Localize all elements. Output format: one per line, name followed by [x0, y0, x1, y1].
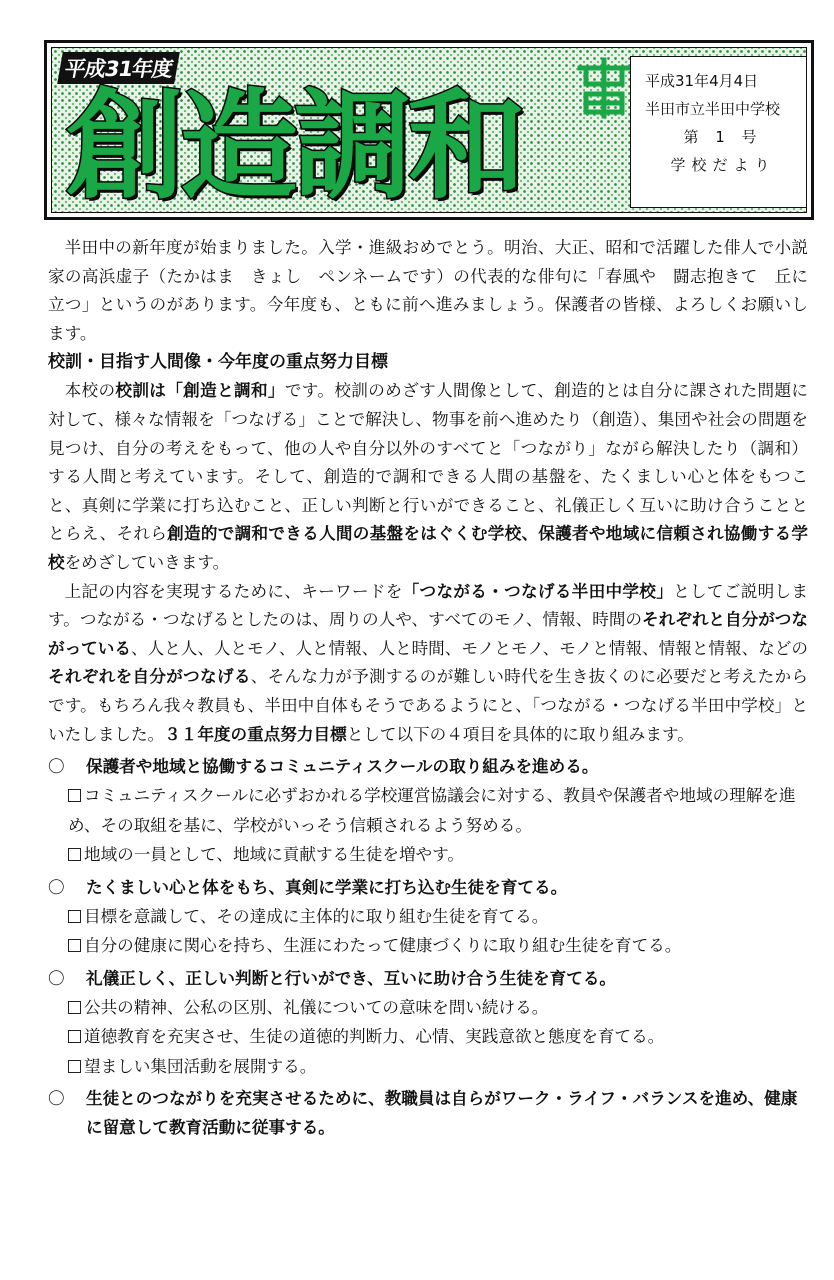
- goal-item: [48, 1052, 808, 1082]
- keyword-paragraph: [48, 578, 808, 750]
- text-run: 、人と人、人とモノ、人と情報、人と時間、モノとモノ、モノと情報、情報と情報、などの: [130, 638, 808, 658]
- goal-item-text: 望ましい集団活動を展開する。: [84, 1056, 317, 1076]
- issue-number: 第 1 号: [683, 128, 763, 146]
- goal-item: [48, 840, 808, 870]
- motto-bold: 校訓は「創造と調和」: [115, 381, 285, 401]
- text-run: 上記の内容を実現するために、キーワードを: [64, 581, 403, 601]
- circle-bullet-icon: 〇: [48, 877, 65, 897]
- goal-item-text: 公共の精神、公私の区別、礼儀についての意味を問い続ける。: [84, 997, 549, 1017]
- text-run: としてご説明します。つながる・つなげるとしたのは、周りの人や、すべてのモノ、情報、時間の: [48, 581, 809, 630]
- emphasis-bold: ３１年度の重点努力目標: [164, 724, 347, 744]
- goal-heading: [48, 873, 808, 902]
- checkbox-square-icon: [68, 1001, 81, 1014]
- goal-title: 保護者や地域と協働するコミュニティスクールの取り組みを進める。: [86, 757, 599, 777]
- circle-bullet-icon: 〇: [48, 757, 65, 777]
- era-label: 平成31年度: [57, 52, 180, 84]
- text-run: をめざしていきます。: [64, 552, 230, 572]
- emphasis-bold: それぞれを自分がつなげる: [48, 667, 251, 687]
- newsletter-body: [48, 234, 808, 1142]
- goal-item: [48, 931, 808, 961]
- emphasis-bold: それぞれと自分がつながっている: [48, 610, 809, 658]
- goal-item: [48, 993, 808, 1023]
- goal-item: [48, 781, 808, 840]
- goal-title: 礼儀正しく、正しい判断と行いができ、互いに助け合う生徒を育てる。: [86, 968, 617, 988]
- issue-date: 平成31年4月4日: [645, 72, 759, 90]
- checkbox-square-icon: [68, 1060, 81, 1073]
- goal-title: たくましい心と体をもち、真剣に学業に打ち込む生徒を育てる。: [86, 877, 568, 897]
- banner-pattern: [51, 47, 807, 213]
- goal-item-text: コミュニティスクールに必ずおかれる学校運営協議会に対する、教員や保護者や地域の理解を進め、その取組を基に、学校がいっそう信頼されるよう努める。: [68, 786, 796, 835]
- circle-bullet-icon: 〇: [48, 1089, 65, 1109]
- goal-title: 生徒とのつながりを充実させるために、教職員は自らがワーク・ライフ・バランスを進め、健康に留意して教育活動に従事する。: [86, 1089, 798, 1138]
- emphasis-bold: 創造的で調和できる人間の基盤をはぐくむ学校、保護者や地域に信頼され協働する学校: [48, 524, 808, 572]
- goal-heading: [48, 752, 808, 781]
- text-run: 、そんな力が予測するのが難しい時代を生き抜くのに必要だと考えたからです。もちろん我々教員も、半田中自体もそうであるようにと、「つながる・つなげる半田中学校」といたしました。: [48, 667, 809, 744]
- motto-paragraph: [48, 377, 808, 577]
- goal-item-text: 道徳教育を充実させ、生徒の道徳的判断力、心情、実践意欲と態度を育てる。: [84, 1027, 665, 1047]
- newsletter-kind: 学校だより: [670, 156, 776, 174]
- checkbox-square-icon: [68, 848, 81, 861]
- school-emblem-icon: [572, 56, 636, 120]
- text-run: です。校訓のめざす人間像として、創造的とは自分に課された問題に対して、様々な情報を「つなげる」ことで解決し、物事を前へ進めたり（創造）、集団や社会の問題を見つけ、自分の考えをもって、他の人や自分以外のすべてと「つながり」ながら解決したり（調和）する人間と考えています。そして、創造的で調和できる人間の基盤を、たくましい心と体をもつこと、真剣に学業に打ち込むこと、正しい判断と行いができること、礼儀正しく互いに助け合うことととらえ、それら: [48, 381, 809, 544]
- checkbox-square-icon: [68, 939, 81, 952]
- checkbox-square-icon: [68, 789, 81, 802]
- goal-heading: [48, 964, 808, 993]
- checkbox-square-icon: [68, 910, 81, 923]
- goal-heading: [48, 1084, 808, 1142]
- text-run: 本校の: [64, 381, 116, 401]
- text-run: として以下の４項目を具体的に取り組みます。: [346, 724, 694, 744]
- intro-paragraph: 半田中の新年度が始まりました。入学・進級おめでとう。明治、大正、昭和で活躍した俳人で小説家の高浜虚子（たかはま きょし ペンネームです）の代表的な俳句に「春風や 闘志抱きて 丘に立つ」というのがあります。今年度も、ともに前へ進みましょう。保護者の皆様、よろしくお願いします。: [48, 238, 808, 343]
- circle-bullet-icon: 〇: [48, 968, 65, 988]
- keyword-bold: 「つながる・つなげる半田中学校」: [402, 581, 674, 601]
- school-name: 半田市立半田中学校: [645, 100, 781, 118]
- goal-item-text: 地域の一員として、地域に貢献する生徒を増やす。: [84, 845, 464, 865]
- goal-item: [48, 1022, 808, 1052]
- checkbox-square-icon: [68, 1030, 81, 1043]
- newsletter-banner: [44, 40, 814, 220]
- issue-info-box: [630, 56, 807, 208]
- goal-item-text: 目標を意識して、その達成に主体的に取り組む生徒を育てる。: [84, 906, 549, 926]
- section-heading: 校訓・目指す人間像・今年度の重点努力目標: [48, 352, 388, 373]
- goal-item-text: 自分の健康に関心を持ち、生涯にわたって健康づくりに取り組む生徒を育てる。: [84, 936, 682, 956]
- goal-item: [48, 902, 808, 932]
- newsletter-title: 創造調和: [66, 77, 523, 213]
